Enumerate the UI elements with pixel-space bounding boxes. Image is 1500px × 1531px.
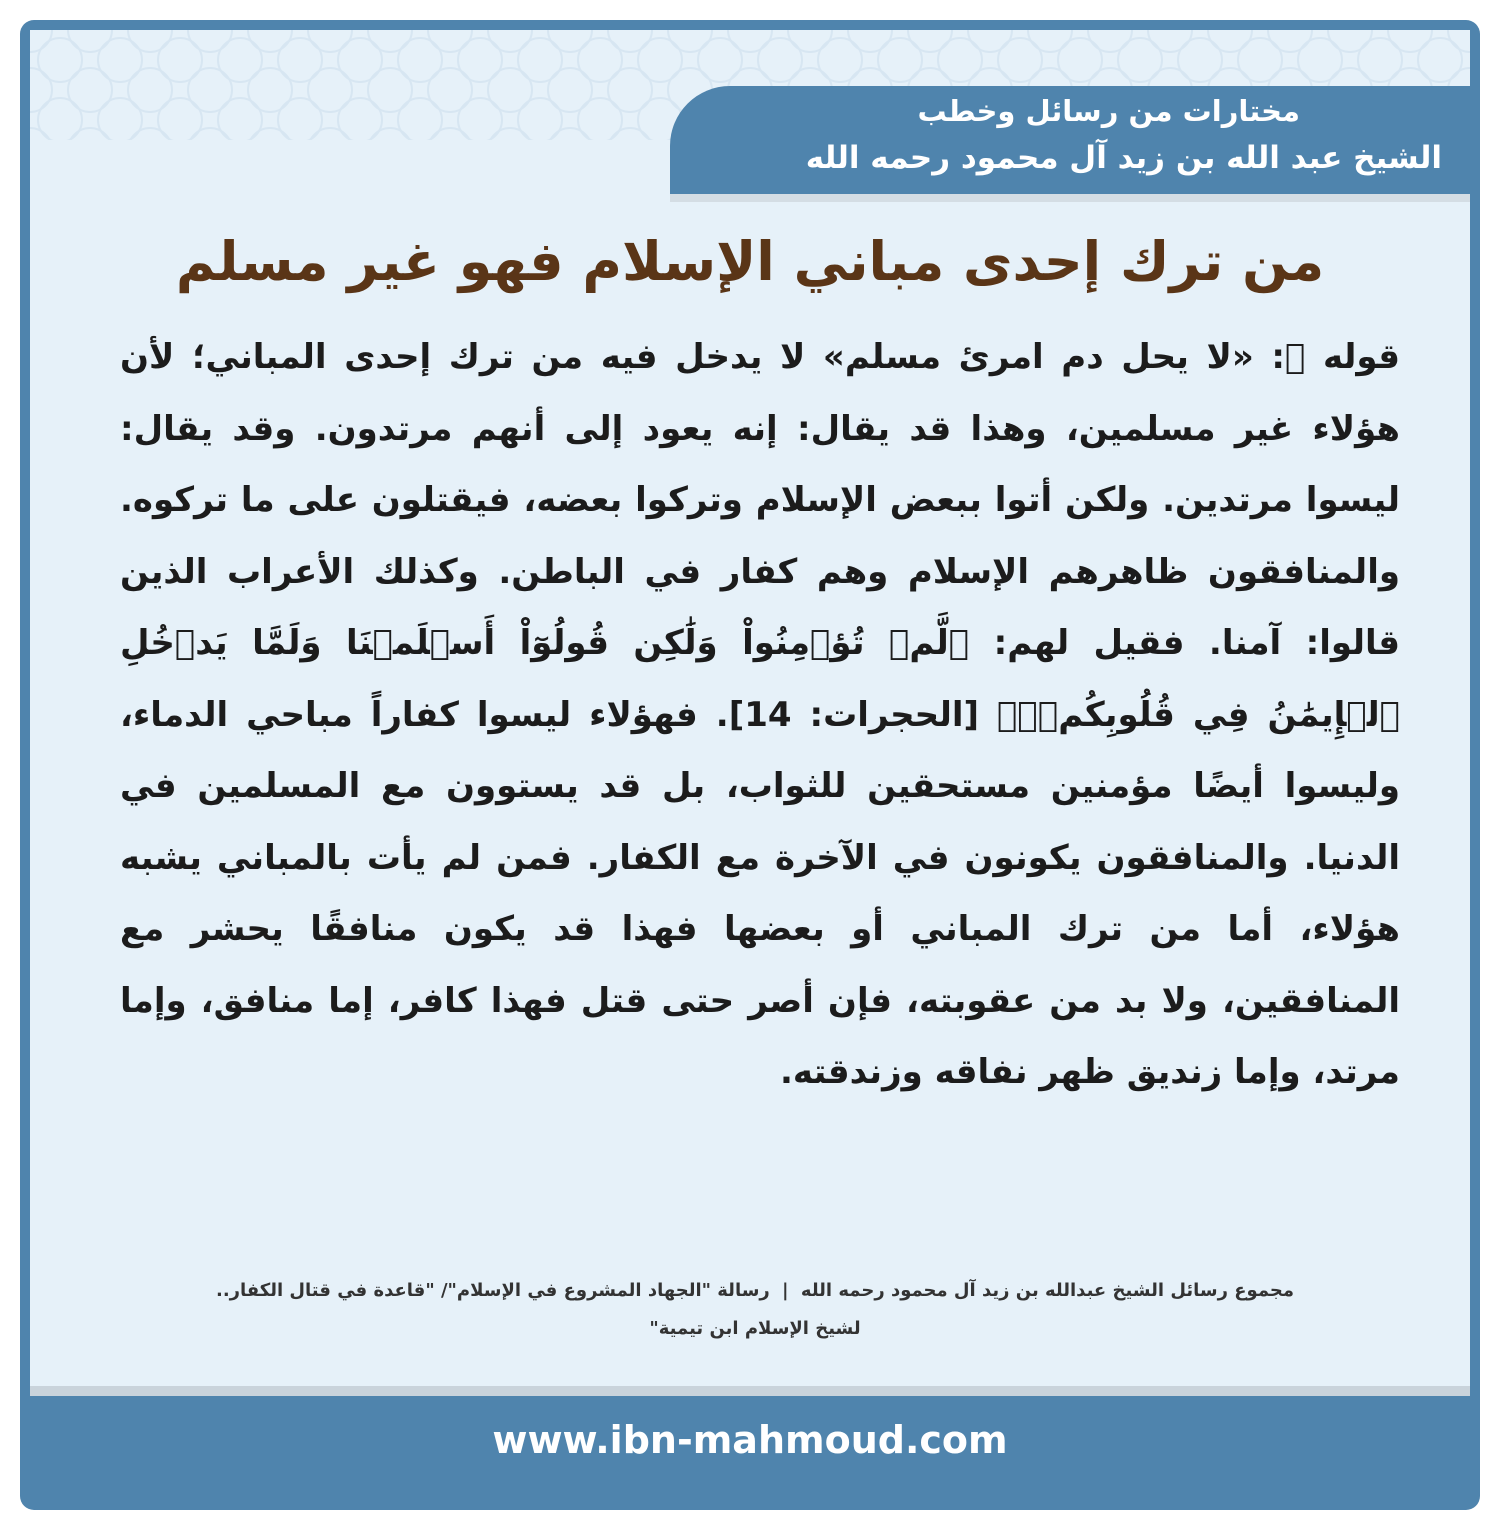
source-line-2: لشيخ الإسلام ابن تيمية": [649, 1318, 861, 1339]
website-url[interactable]: www.ibn-mahmoud.com: [492, 1418, 1008, 1462]
source-separator: |: [782, 1280, 789, 1301]
source-collection: مجموع رسائل الشيخ عبدالله بن زيد آل محمود رحمه الله: [800, 1280, 1294, 1301]
header-ribbon: [670, 86, 1470, 194]
page-title: من ترك إحدى مباني الإسلام فهو غير مسلم: [175, 230, 1325, 293]
content-panel: [30, 30, 1470, 1386]
header-subtitle: مختارات من رسائل وخطب: [917, 94, 1300, 128]
source-citation: [110, 1272, 1400, 1348]
source-treatise: رسالة "الجهاد المشروع في الإسلام"/ "قاعدة في قتال الكفار..: [216, 1280, 770, 1301]
source-line-1: [110, 1272, 1400, 1310]
footer-divider: [30, 1386, 1470, 1396]
article-body: قوله ﷺ: «لا يحل دم امرئ مسلم» لا يدخل فيه من ترك إحدى المباني؛ لأن هؤلاء غير مسلمين، وهذا قد يقال: إنه يعود إلى أنهم مرتدون. وقد يقال: ليسوا مرتدين. ولكن أتوا ببعض الإسلام وتركوا بعضه، فيقتلون على ما تركوه. والمنافقون ظاهرهم الإسلام وهم كفار في الباطن. وكذلك الأعراب الذين قالوا: آمنا. فقيل لهم: ﴿لَّمۡ تُؤۡمِنُواْ وَلَٰكِن قُولُوٓاْ أَسۡلَمۡنَا وَلَمَّا يَدۡخُلِ ٱلۡإِيمَٰنُ فِي قُلُوبِكُمۡۖ﴾ [الحجرات: 14]. فهؤلاء ليسوا كفاراً مباحي الدماء، وليسوا أيضًا مؤمنين مستحقين للثواب، بل قد يستوون مع المسلمين في الدنيا. والمنافقون يكونون في الآخرة مع الكفار. فمن لم يأت بالمباني يشبه هؤلاء، أما من ترك المباني أو بعضها فهذا قد يكون منافقًا يحشر مع المنافقين، ولا بد من عقوبته، فإن أصر حتى قتل فهذا كافر، إما منافق، وإما مرتد، وإما زنديق ظهر نفاقه وزندقته.: [120, 337, 1400, 1092]
header-author: الشيخ عبد الله بن زيد آل محمود رحمه الله: [805, 140, 1442, 176]
